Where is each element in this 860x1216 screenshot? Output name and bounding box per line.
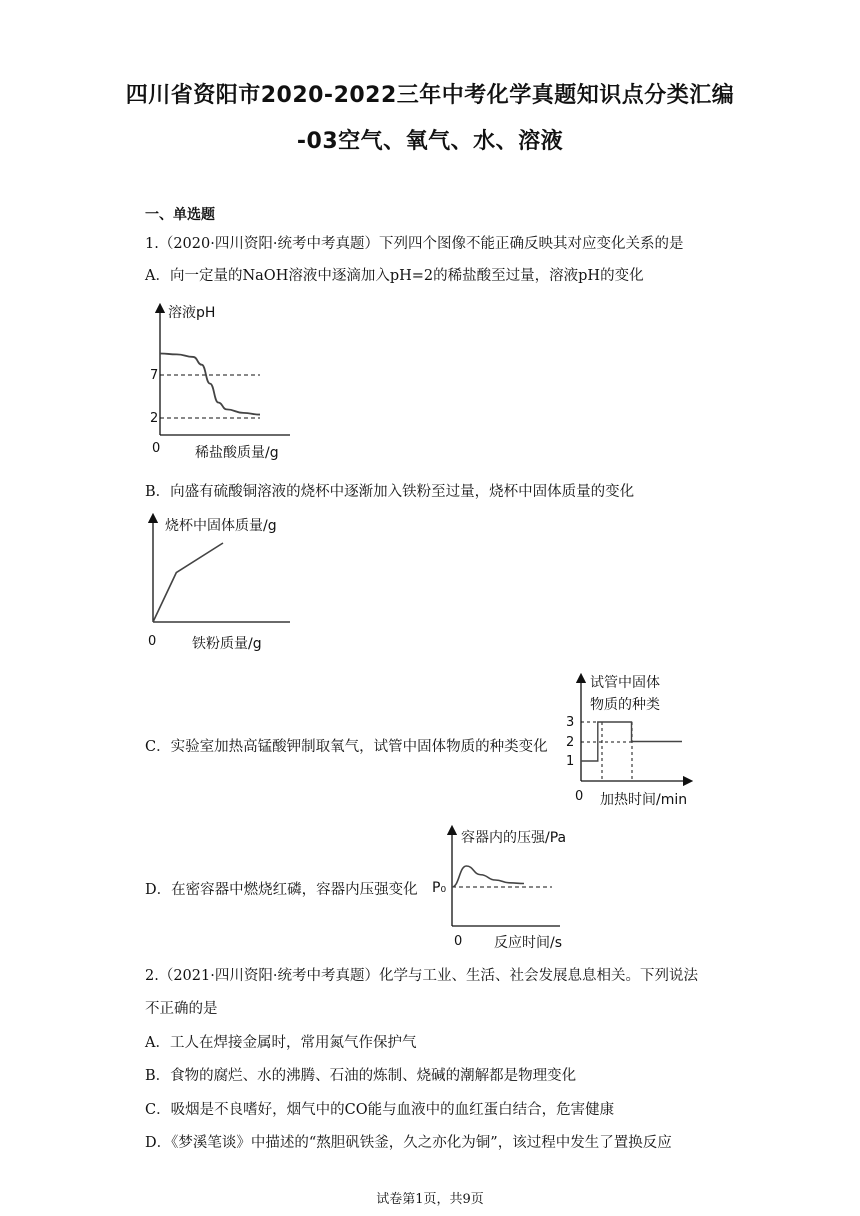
title-line-1: 四川省资阳市2020-2022三年中考化学真题知识点分类汇编: [125, 83, 735, 108]
q2-option-a: A．工人在焊接金属时，常用氮气作保护气: [145, 1035, 417, 1051]
ph-curve: [160, 354, 260, 415]
origin-label: 0: [152, 441, 161, 456]
x-axis-label: 稀盐酸质量/g: [195, 445, 279, 461]
chart-b: [140, 510, 310, 655]
chart-d: [430, 822, 580, 952]
q1-stem: 1.（2020·四川资阳·统考中考真题）下列四个图像不能正确反映其对应变化关系的是: [145, 236, 684, 252]
tick-2: 2: [566, 735, 575, 750]
tick-3: 3: [566, 715, 575, 730]
pressure-curve: [452, 866, 524, 887]
y-axis-label: 溶液pH: [168, 305, 216, 321]
y-axis-label-line1: 试管中固体: [590, 675, 660, 691]
chart-c: [560, 668, 710, 813]
q2-stem-line2: 不正确的是: [145, 1001, 218, 1017]
q1-option-d: D．在密容器中燃烧红磷，容器内压强变化: [145, 882, 418, 898]
section-heading: 一、单选题: [145, 207, 215, 223]
q1-option-b: B．向盛有硫酸铜溶液的烧杯中逐渐加入铁粉至过量，烧杯中固体质量的变化: [145, 484, 635, 500]
y-axis-label: 容器内的压强/Pa: [461, 830, 567, 846]
chart-a: [140, 300, 310, 465]
q2-option-b: B．食物的腐烂、水的沸腾、石油的炼制、烧碱的潮解都是物理变化: [145, 1068, 577, 1084]
title-line-2: -03空气、氧气、水、溶液: [296, 129, 564, 154]
tick-p0: P₀: [432, 880, 447, 896]
x-axis-label: 铁粉质量/g: [192, 636, 262, 652]
y-axis-label-line2: 物质的种类: [590, 697, 660, 713]
q1-option-c: C．实验室加热高锰酸钾制取氧气，试管中固体物质的种类变化: [145, 739, 548, 755]
q2-option-d: D．《梦溪笔谈》中描述的“熬胆矾铁釜，久之亦化为铜”，该过程中发生了置换反应: [145, 1135, 672, 1151]
origin-label: 0: [148, 634, 157, 649]
tick-7: 7: [150, 368, 159, 383]
q2-option-c: C．吸烟是不良嗜好，烟气中的CO能与血液中的血红蛋白结合，危害健康: [145, 1102, 615, 1118]
tick-1: 1: [566, 754, 575, 769]
q1-option-a: A．向一定量的NaOH溶液中逐滴加入pH=2的稀盐酸至过量，溶液pH的变化: [145, 268, 644, 284]
tick-2: 2: [150, 411, 159, 426]
solid-mass-curve: [153, 543, 223, 622]
solid-types-curve: [581, 722, 682, 761]
origin-label: 0: [454, 934, 463, 949]
page-footer: 试卷第1页，共9页: [376, 1192, 484, 1207]
x-axis-label: 加热时间/min: [600, 792, 688, 808]
origin-label: 0: [575, 789, 584, 804]
y-axis-label: 烧杯中固体质量/g: [165, 518, 277, 534]
q2-stem-line1: 2.（2021·四川资阳·统考中考真题）化学与工业、生活、社会发展息息相关。下列说法: [145, 968, 698, 984]
x-axis-label: 反应时间/s: [494, 935, 563, 951]
